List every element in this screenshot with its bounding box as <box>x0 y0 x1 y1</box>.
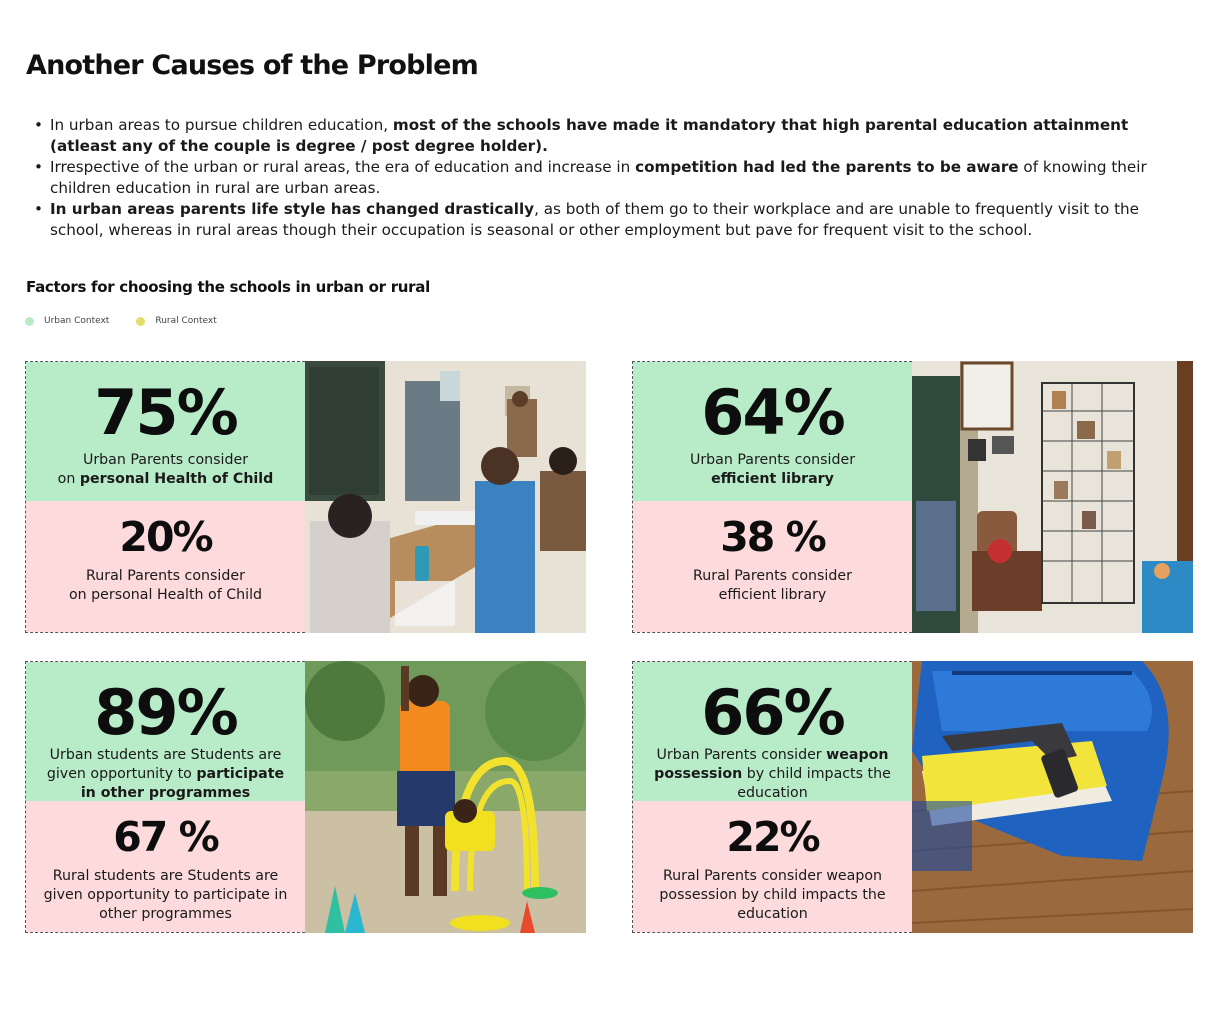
legend-item-urban: Urban Context <box>25 316 109 326</box>
legend <box>25 316 244 326</box>
urban-dot-icon <box>25 317 34 326</box>
rural-description: Rural Parents consider weapon possession by child impacts the education <box>659 868 886 922</box>
stat-card-weapon <box>632 661 1193 933</box>
rural-percentage: 38 % <box>720 513 825 561</box>
urban-stat <box>633 662 912 801</box>
rural-dot-icon <box>136 317 145 326</box>
rural-stat <box>26 501 305 632</box>
rural-percentage: 67 % <box>113 813 218 861</box>
urban-percentage: 64% <box>701 376 844 449</box>
rural-percentage: 20% <box>119 513 212 561</box>
page-title: Another Causes of the Problem <box>26 50 478 81</box>
rural-description: Rural students are Students are given opportunity to participate in other programmes <box>43 868 288 922</box>
rural-stat <box>633 801 912 932</box>
stats-panel <box>25 361 305 633</box>
stat-card-health <box>25 361 586 633</box>
bullet-item: • Irrespective of the urban or rural areas, the era of education and increase in competition had led the parents to be aware of knowing their children education in rural are urban areas. <box>34 157 1194 199</box>
urban-percentage: 66% <box>701 676 844 749</box>
urban-stat <box>633 362 912 501</box>
library-room-photo <box>912 361 1193 633</box>
rural-description: Rural Parents consider efficient library <box>693 568 852 603</box>
rural-stat <box>633 501 912 632</box>
children-playing-outdoor-photo <box>305 661 586 933</box>
stats-panel <box>25 661 305 933</box>
urban-description: Urban Parents consider on personal Health of Child <box>57 452 274 487</box>
section-subtitle: Factors for choosing the schools in urban or rural <box>26 278 430 296</box>
school-bag-with-gun-photo <box>912 661 1193 933</box>
rural-percentage: 22% <box>726 813 819 861</box>
urban-description: Urban Parents consider efficient library <box>689 452 856 487</box>
stats-panel <box>632 661 912 933</box>
urban-stat <box>26 662 305 801</box>
urban-percentage: 89% <box>94 676 237 749</box>
problem-causes-list <box>34 115 1194 241</box>
stat-card-library <box>632 361 1193 633</box>
urban-description: Urban students are Students are given opportunity to participate in other programmes <box>46 747 285 801</box>
bullet-item: • In urban areas to pursue children education, most of the schools have made it mandatory that high parental education attainment (atleast any of the couple is degree / post degree holder). <box>34 115 1194 157</box>
urban-stat <box>26 362 305 501</box>
stat-card-programmes <box>25 661 586 933</box>
rural-description: Rural Parents consider on personal Health of Child <box>68 568 263 603</box>
classroom-health-checkup-photo <box>305 361 586 633</box>
urban-percentage: 75% <box>94 376 237 449</box>
bullet-item: • In urban areas parents life style has changed drastically, as both of them go to their workplace and are unable to frequently visit to the school, whereas in rural areas though their occupation is seasonal or other employment but pave for frequent visit to the school. <box>34 199 1194 241</box>
rural-stat <box>26 801 305 932</box>
urban-description: Urban Parents consider weapon possession by child impacts the education <box>654 747 891 801</box>
legend-item-rural: Rural Context <box>136 316 216 326</box>
stats-panel <box>632 361 912 633</box>
